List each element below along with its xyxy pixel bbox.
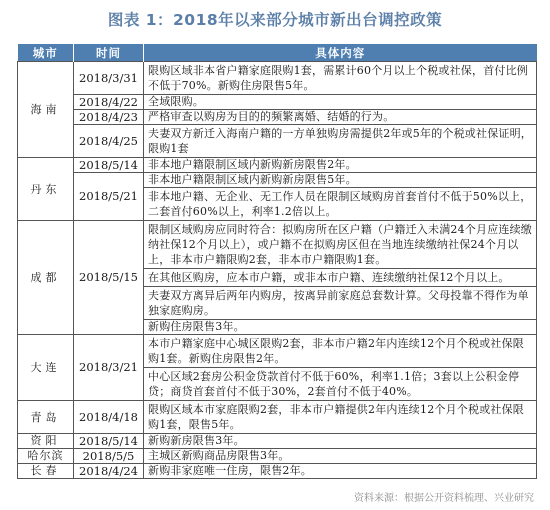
content-cell: 本市户籍家庭中心城区限购2套，非本市户籍2年内连续12个月个税或社保限购1套。新购住房限售2年。 bbox=[144, 335, 537, 368]
source-note: 资料来源：根据公开资料梳理、兴业研究 bbox=[354, 493, 534, 504]
table-row bbox=[18, 173, 537, 188]
table-row bbox=[18, 464, 537, 479]
city-cell-hainan: 海南 bbox=[18, 62, 74, 158]
figure-title: 图表 1：2018年以来部分城市新出台调控政策 bbox=[107, 11, 443, 29]
city-cell-qingdao: 青岛 bbox=[18, 401, 74, 434]
content-cell: 新购非家庭唯一住房，限售2年。 bbox=[144, 464, 537, 479]
date-cell: 2018/5/14 bbox=[74, 158, 144, 173]
table-row bbox=[18, 62, 537, 95]
table-row bbox=[18, 401, 537, 434]
content-cell: 在其他区购房，应本市户籍，或非本市户籍、连续缴纳社保12个月以上。 bbox=[144, 269, 537, 287]
table-row bbox=[18, 434, 537, 449]
table-row bbox=[18, 221, 537, 269]
content-cell: 非本地户籍、无企业、无工作人员在限制区域购房首套首付不低于50%以上，二套首付60%以上，利率1.2倍以上。 bbox=[144, 188, 537, 221]
date-cell: 2018/3/21 bbox=[74, 335, 144, 401]
content-cell: 新购新房限售3年。 bbox=[144, 434, 537, 449]
table-row bbox=[18, 449, 537, 464]
date-cell: 2018/4/22 bbox=[74, 95, 144, 110]
table-row bbox=[18, 95, 537, 110]
content-cell: 非本地户籍限制区域内新购新房限售2年。 bbox=[144, 158, 537, 173]
table-row bbox=[18, 335, 537, 368]
date-cell: 2018/5/21 bbox=[74, 173, 144, 221]
content-cell: 夫妻双方新迁入海南户籍的一方单独购房需提供2年或5年的个税或社保证明，限购1套 bbox=[144, 125, 537, 158]
content-cell: 夫妻双方离异后两年内购房，按离异前家庭总套数计算。父母投靠不得作为单独家庭购房。 bbox=[144, 287, 537, 320]
policy-table bbox=[17, 44, 537, 479]
city-cell-chengdu: 成都 bbox=[18, 221, 74, 335]
content-cell: 主城区新购商品房限售3年。 bbox=[144, 449, 537, 464]
date-cell: 2018/5/5 bbox=[74, 449, 144, 464]
date-cell: 2018/5/15 bbox=[74, 221, 144, 335]
city-cell-harbin: 哈尔滨 bbox=[18, 449, 74, 464]
content-cell: 限购区域本市家庭限购2套，非本市户籍提供2年内连续12个月个税或社保限购1套，限售5年。 bbox=[144, 401, 537, 434]
content-cell: 中心区域2套房公积金贷款首付不低于60%，利率1.1倍；3套以上公积金停贷；商贷首套首付不低于30%，2套首付不低于40%。 bbox=[144, 368, 537, 401]
table-row bbox=[18, 158, 537, 173]
content-cell: 非本地户籍限制区域内新购新房限售5年。 bbox=[144, 173, 537, 188]
content-cell: 限制区域购房应同时符合：拟购房所在区户籍（户籍迁入未满24个月应连续缴纳社保12个月以上），或户籍不在拟购房区但在当地连续缴纳社保24个月以上，非本市户籍限购2套，非本市户籍限购1套。 bbox=[144, 221, 537, 269]
table-row bbox=[18, 125, 537, 158]
header-date: 时间 bbox=[74, 44, 144, 62]
date-cell: 2018/3/31 bbox=[74, 62, 144, 95]
content-cell: 新购住房限售3年。 bbox=[144, 320, 537, 335]
date-cell: 2018/5/14 bbox=[74, 434, 144, 449]
date-cell: 2018/4/24 bbox=[74, 464, 144, 479]
date-cell: 2018/4/23 bbox=[74, 110, 144, 125]
city-cell-changchun: 长春 bbox=[18, 464, 74, 479]
city-cell-ziyang: 资阳 bbox=[18, 434, 74, 449]
city-cell-dandong: 丹东 bbox=[18, 158, 74, 221]
content-cell: 全域限购。 bbox=[144, 95, 537, 110]
date-cell: 2018/4/18 bbox=[74, 401, 144, 434]
table-header-row bbox=[18, 44, 537, 62]
header-content: 具体内容 bbox=[144, 44, 537, 62]
table-row bbox=[18, 110, 537, 125]
content-cell: 严格审查以购房为目的的频繁离婚、结婚的行为。 bbox=[144, 110, 537, 125]
city-cell-dalian: 大连 bbox=[18, 335, 74, 401]
content-cell: 限购区域非本省户籍家庭限购1套，需累计60个月以上个税或社保，首付比例不低于70%。新购住房限售5年。 bbox=[144, 62, 537, 95]
date-cell: 2018/4/25 bbox=[74, 125, 144, 158]
header-city: 城市 bbox=[18, 44, 74, 62]
